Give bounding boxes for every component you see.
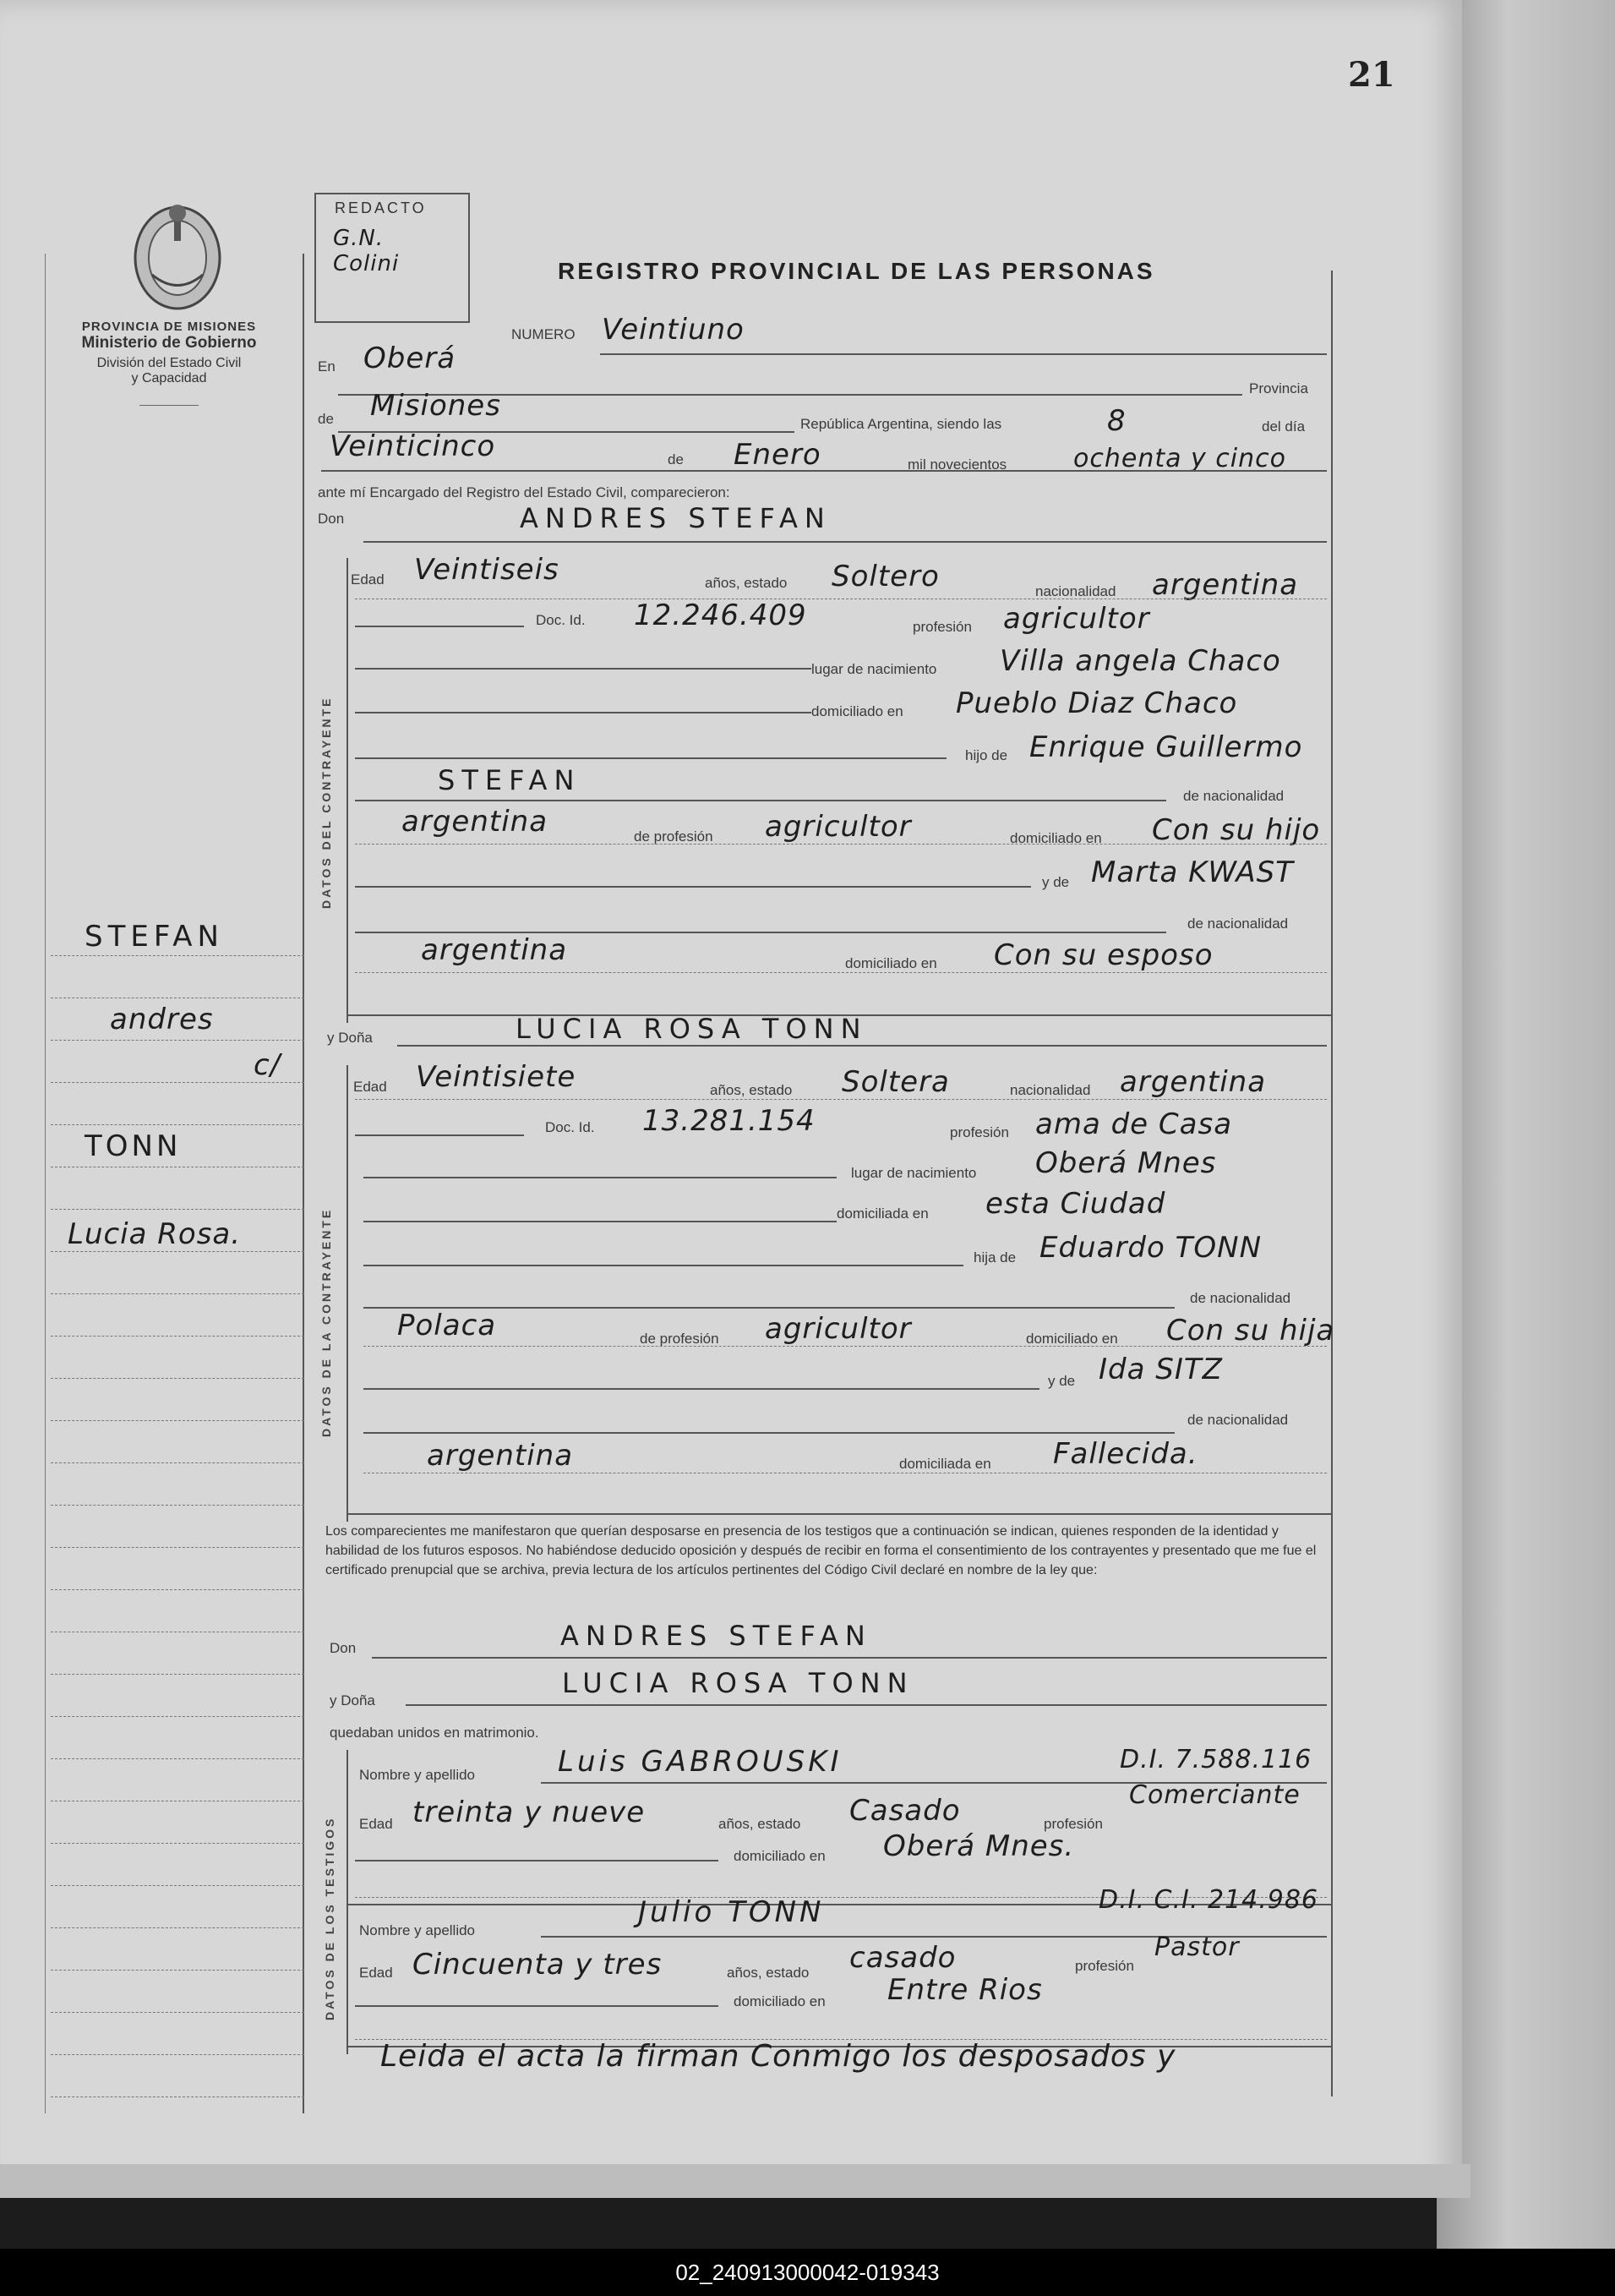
image-caption: 02_240913000042-019343 [0,2249,1615,2296]
de-nac-label-2: de nacionalidad [1187,916,1289,932]
dom-label-3: domiciliado en [845,955,937,971]
t2-edad: Cincuenta y tres [412,1948,663,1982]
testigos-section-label: DATOS DE LOS TESTIGOS [323,1816,336,2020]
letterhead-province: PROVINCIA DE MISIONES [81,320,257,334]
contrayente2-rule [346,1065,348,1522]
hija-label: hija de [974,1249,1017,1266]
c2-madre-dom-label: domiciliada en [899,1456,991,1472]
t1-dom-label: domiciliado en [734,1848,826,1864]
de-label: de [318,411,334,427]
right-rule [1331,271,1333,2096]
contrayente2-section-label: DATOS DE LA CONTRAYENTE [319,1207,333,1437]
document-title: REGISTRO PROVINCIAL DE LAS PERSONAS [558,258,1155,284]
t1-edad: treinta y nueve [412,1796,646,1829]
c1-profesion: agricultor [1003,602,1150,636]
don-label: Don [318,511,345,527]
t1-nombre: Luis GABROUSKI [558,1745,843,1779]
anos-label-2: años, estado [710,1082,793,1098]
ante-text: ante mí Encargado del Registro del Estado Civil, comparecieron: [318,484,730,500]
c2-y-de-label: y de [1048,1373,1076,1389]
letterhead-ministry: Ministerio de Gobierno [81,334,257,352]
hijo-label: hijo de [965,747,1008,763]
t2-dom-label: domiciliado en [734,1993,826,2009]
anos-label: años, estado [705,575,788,591]
c2-madre: Ida SITZ [1099,1353,1223,1386]
margin-note-name: andres [110,1003,214,1036]
day-value: Veinticinco [330,429,496,463]
letterhead [34,320,304,406]
left-rule [303,254,304,2113]
dona2-label: y Doña [330,1692,375,1708]
de-prof-label: de profesión [634,828,713,845]
de-nac-label: de nacionalidad [1183,788,1285,804]
c2-edad: Veintisiete [416,1060,576,1094]
testigos-rule [346,1750,348,2054]
y-de-label: y de [1042,874,1070,890]
don-value: ANDRES STEFAN [520,502,832,534]
redacto-signature: G.N. Colini [333,226,400,276]
provincia-label: Provincia [1249,380,1308,396]
t1-estado: Casado [849,1794,961,1828]
t2-nombre: Julio TONN [638,1895,825,1929]
margin-note-name2: Lucia Rosa. [68,1217,242,1251]
dom-label: domiciliado en [811,703,903,719]
t1-prof-label: profesión [1044,1816,1103,1832]
closing-text: Leida el acta la firman Conmigo los desposados y [380,2039,1176,2074]
letterhead-capacity: y Capacidad [131,371,207,385]
c1-madre-dom: Con su esposo [994,938,1214,972]
prof-label: profesión [913,619,972,635]
lugar-label: lugar de nacimiento [811,661,937,677]
de-nac-label-3: de nacionalidad [1190,1290,1291,1306]
c1-madre: Marta KWAST [1091,856,1294,889]
c2-domicilio: esta Ciudad [985,1187,1166,1221]
c1-padre-apellido: STEFAN [438,764,581,796]
t2-estado: casado [849,1941,957,1975]
t2-nombre-label: Nombre y apellido [359,1922,476,1938]
de-nac-label-4: de nacionalidad [1187,1412,1289,1428]
margin-rule [45,254,46,2113]
coat-of-arms-icon [127,194,228,313]
year-value: ochenta y cinco [1073,444,1286,473]
page-number: 21 [1348,55,1395,95]
c2-padre: Eduardo TONN [1039,1231,1263,1265]
dona2-value: LUCIA ROSA TONN [562,1667,914,1699]
lugar-label-2: lugar de nacimiento [851,1165,977,1181]
page-edge [0,2164,1470,2198]
redacto-label: REDACTO [335,200,427,216]
hour-value: 8 [1107,404,1127,438]
nac-label-2: nacionalidad [1010,1082,1091,1098]
t1-anos-label: años, estado [718,1816,801,1832]
en-label: En [318,358,336,374]
t1-edad-label: Edad [359,1816,393,1832]
c1-lugar: Villa angela Chaco [1000,644,1281,678]
dona-value: LUCIA ROSA TONN [516,1013,868,1045]
contrayente1-section-label: DATOS DEL CONTRAYENTE [319,696,333,909]
t1-profesion: Comerciante [1129,1780,1301,1810]
c2-madre-dom: Fallecida. [1053,1437,1198,1471]
margin-note-surname: STEFAN [85,920,224,954]
c2-madre-nac: argentina [427,1439,574,1473]
t1-doc: D.I. 7.588.116 [1120,1745,1312,1774]
edad-label: Edad [351,571,385,588]
c1-estado: Soltero [832,560,940,593]
c2-dom-label: domiciliada en [837,1205,929,1222]
unidos-text: quedaban unidos en matrimonio. [330,1725,539,1741]
margin-note-con: c/ [254,1048,281,1082]
c2-doc: 13.281.154 [642,1104,816,1138]
t2-profesion: Pastor [1154,1932,1240,1962]
don2-value: ANDRES STEFAN [560,1620,872,1652]
prof-label-2: profesión [950,1124,1009,1140]
doc-label: Doc. Id. [536,612,586,628]
redacto-box [314,193,470,323]
t2-prof-label: profesión [1075,1958,1134,1974]
t2-domicilio: Entre Rios [887,1973,1043,2007]
don2-label: Don [330,1640,357,1656]
c2-padre-nac: Polaca [397,1309,497,1342]
dona-label: y Doña [327,1030,373,1046]
t2-doc: D.I. C.I. 214.986 [1099,1885,1319,1915]
c1-doc: 12.246.409 [634,599,807,632]
edad-label-2: Edad [353,1079,387,1095]
nac-label: nacionalidad [1035,583,1116,599]
doc-label-2: Doc. Id. [545,1119,595,1135]
c1-padre: Enrique Guillermo [1029,730,1303,764]
de-value: Misiones [370,389,501,423]
c2-lugar: Oberá Mnes [1035,1146,1217,1180]
c2-nacionalidad: argentina [1120,1065,1267,1099]
de-prof-label-2: de profesión [640,1331,719,1347]
c2-profesion: ama de Casa [1035,1107,1233,1141]
republica-text: República Argentina, siendo las [800,416,1002,432]
margin-note-surname2: TONN [85,1129,182,1163]
c1-domicilio: Pueblo Diaz Chaco [956,686,1238,720]
c1-padre-dom: Con su hijo [1152,813,1321,847]
mil-label: mil novecientos [908,456,1007,473]
background-right [1437,0,1615,2296]
month-value: Enero [734,438,821,472]
t2-anos-label: años, estado [727,1965,810,1981]
c1-madre-nac: argentina [421,933,568,967]
c2-dom2-label: domiciliado en [1026,1331,1118,1347]
del-dia-label: del día [1262,418,1306,435]
t1-domicilio: Oberá Mnes. [883,1829,1075,1863]
c2-padre-dom: Con su hija [1166,1314,1335,1348]
dom2-label: domiciliado en [1010,830,1102,846]
declaration-paragraph: Los comparecientes me manifestaron que querían desposarse en presencia de los testigos que a continuación se indican, quienes responden de la identidad y habilidad de los futuros esposos. No habiéndose deducido oposición y después de recibir en forma el consentimiento de los contrayentes y presentado que me fue el certificado prenupcial que se archiva, previa lectura de los artículos pertinentes del Código Civil declaré en nombre de la ley que: [325,1524,1317,1577]
c1-nacionalidad: argentina [1152,568,1299,602]
letterhead-division: División del Estado Civil [96,356,242,370]
fecha-de-label: de [668,451,684,467]
contrayente1-rule [346,558,348,1023]
c1-padre-prof: agricultor [765,810,912,844]
c2-padre-prof: agricultor [765,1312,912,1346]
c1-edad: Veintiseis [414,553,559,587]
numero-value: Veintiuno [602,313,745,347]
c2-estado: Soltera [842,1065,950,1099]
numero-label: NUMERO [511,326,576,342]
en-value: Oberá [363,342,456,375]
c1-padre-nac: argentina [401,805,548,839]
t1-nombre-label: Nombre y apellido [359,1767,476,1783]
t2-edad-label: Edad [359,1965,393,1981]
